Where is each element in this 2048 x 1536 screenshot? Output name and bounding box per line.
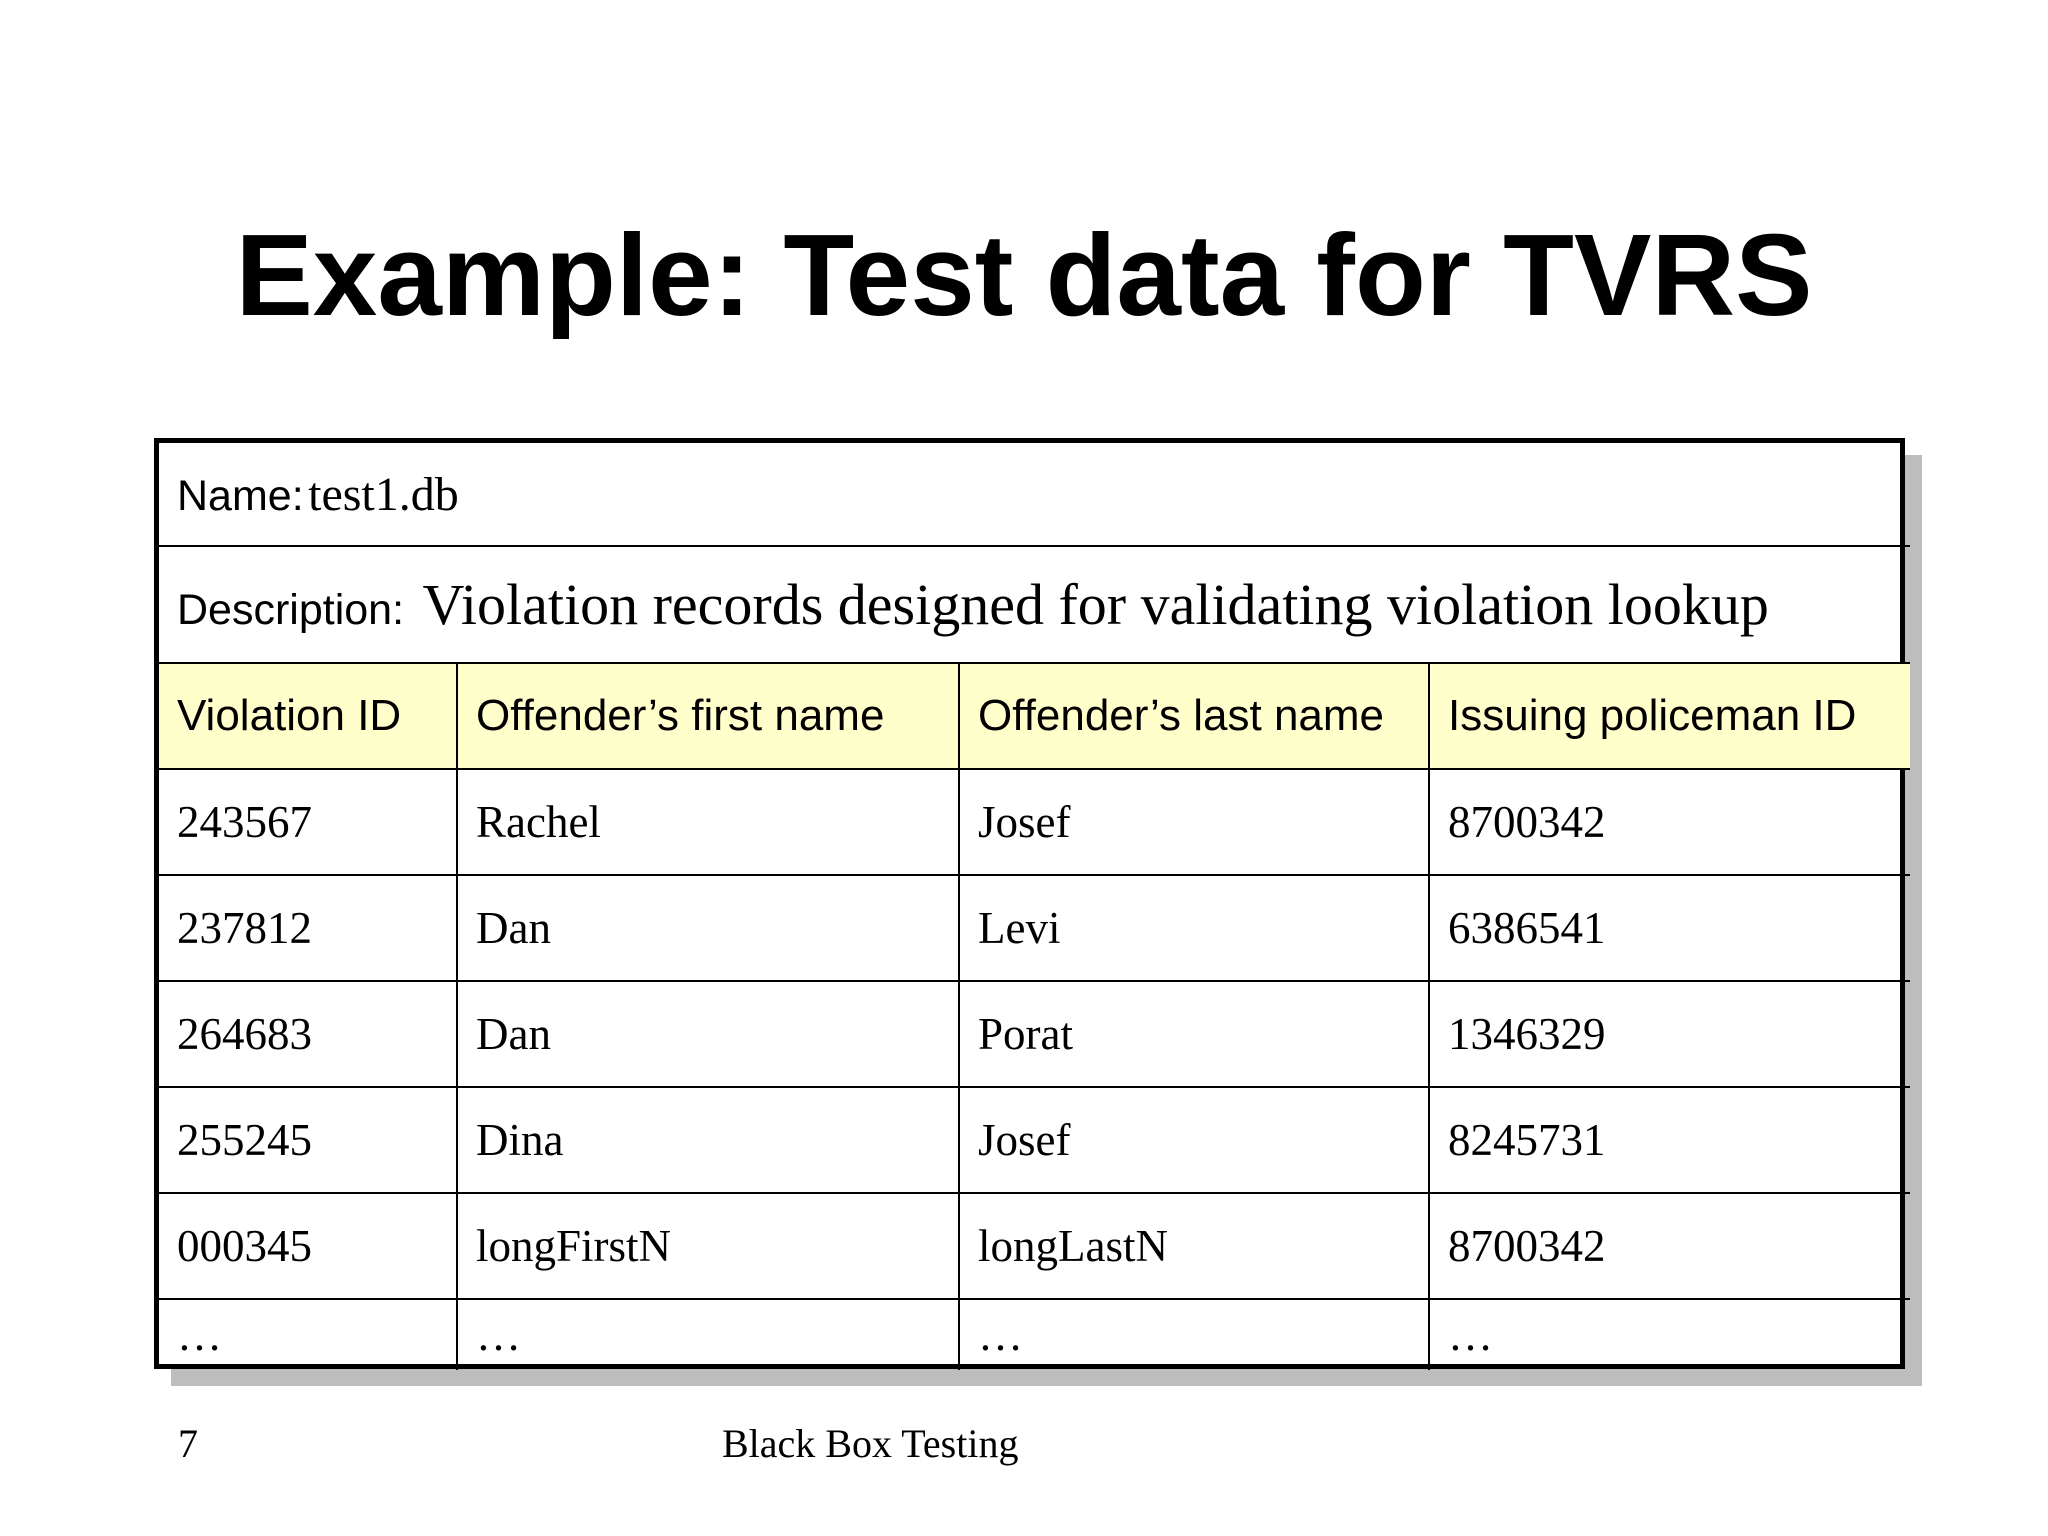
table-cell: 8245731 (1429, 1087, 1910, 1193)
name-value: test1.db (308, 467, 459, 521)
table-cell: 8700342 (1429, 1193, 1910, 1299)
table-cell: 255245 (159, 1087, 457, 1193)
data-table (159, 443, 1910, 1370)
description-label: Description: (177, 586, 405, 634)
page-number: 7 (178, 1421, 198, 1466)
description-value: Violation records designed for validating violation lookup (422, 572, 1769, 637)
name-label: Name: (177, 471, 304, 520)
column-header: Issuing policeman ID (1429, 663, 1910, 769)
footer-title: Black Box Testing (722, 1421, 1019, 1466)
table-cell: longFirstN (457, 1193, 959, 1299)
table-cell: Porat (959, 981, 1429, 1087)
table-row (159, 875, 1910, 981)
table-row (159, 769, 1910, 875)
table-cell: Josef (959, 1087, 1429, 1193)
table-cell: 6386541 (1429, 875, 1910, 981)
table-cell: 243567 (159, 769, 457, 875)
description-row (159, 546, 1910, 663)
column-header: Offender’s last name (959, 663, 1429, 769)
table-row (159, 981, 1910, 1087)
test-data-table (154, 438, 1905, 1369)
table-row (159, 1193, 1910, 1299)
name-row (159, 443, 1910, 546)
table-row (159, 1087, 1910, 1193)
table-cell: 1346329 (1429, 981, 1910, 1087)
table-cell: Josef (959, 769, 1429, 875)
table-cell: … (159, 1299, 457, 1370)
table-cell: … (457, 1299, 959, 1370)
column-header: Violation ID (159, 663, 457, 769)
table-cell: Rachel (457, 769, 959, 875)
table-cell: 237812 (159, 875, 457, 981)
table-cell: Dan (457, 875, 959, 981)
table-header-row (159, 663, 1910, 769)
table-cell: … (959, 1299, 1429, 1370)
table-cell: 000345 (159, 1193, 457, 1299)
table-cell: longLastN (959, 1193, 1429, 1299)
table-cell: 264683 (159, 981, 457, 1087)
table-cell: Dina (457, 1087, 959, 1193)
slide-title: Example: Test data for TVRS (235, 210, 1813, 340)
name-cell (159, 443, 1910, 546)
column-header: Offender’s first name (457, 663, 959, 769)
table-row-ellipsis (159, 1299, 1910, 1370)
table-cell: 8700342 (1429, 769, 1910, 875)
table-cell: … (1429, 1299, 1910, 1370)
description-cell (159, 546, 1910, 663)
table-cell: Levi (959, 875, 1429, 981)
table-cell: Dan (457, 981, 959, 1087)
